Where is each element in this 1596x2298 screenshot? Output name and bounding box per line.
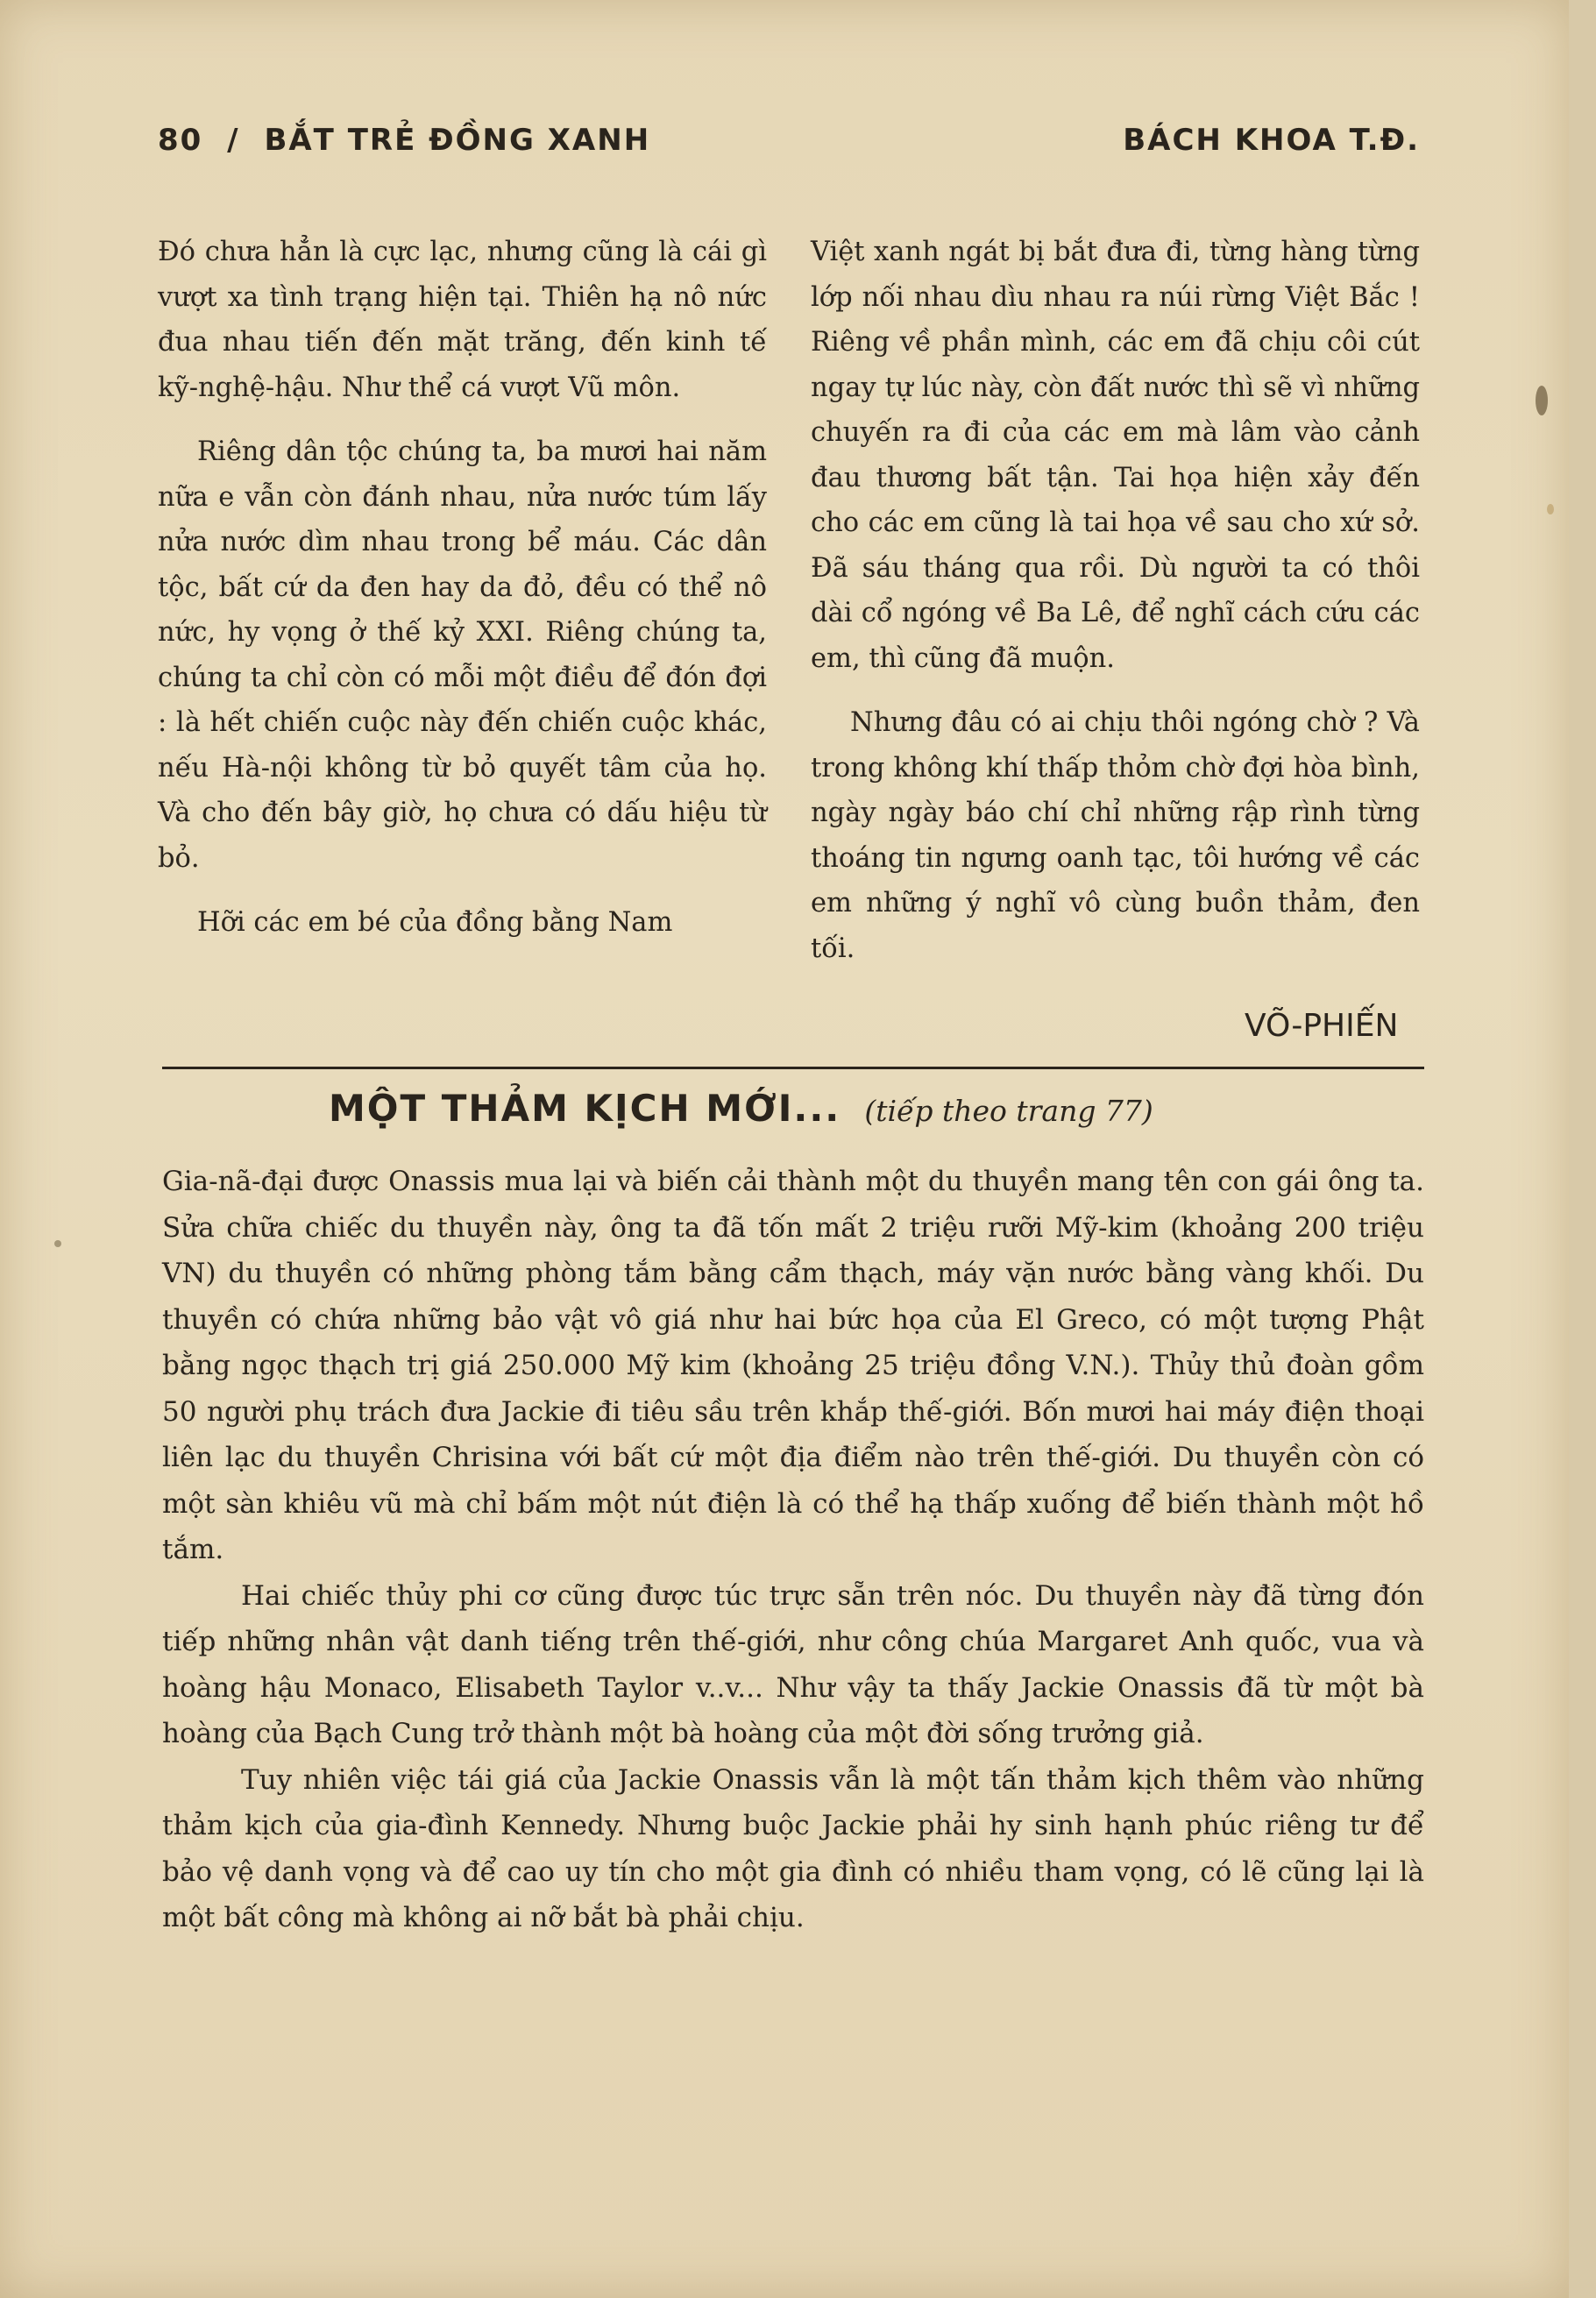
right-column (811, 230, 1420, 971)
paragraph: Gia-nã-đại được Onassis mua lại và biến cải thành một du thuyền mang tên con gái ông ta. Sửa chữa chiếc du thuyền này, ông ta đã tốn mất 2 triệu rưỡi Mỹ-kim (khoảng 200 triệu VN) du thuyền có những phòng tắm bằng cẩm thạch, máy vặn nước bằng vàng khối. Du thuyền có chứa những bảo vật vô giá như hai bức họa của El Greco, có một tượng Phật bằng ngọc thạch trị giá 250.000 Mỹ kim (khoảng 25 triệu đồng V.N.). Thủy thủ đoàn gồm 50 người phụ trách đưa Jackie đi tiêu sầu trên khắp thế-giới. Bốn mươi hai máy điện thoại liên lạc du thuyền Chrisina với bất cứ một địa điểm nào trên thế-giới. Du thuyền còn có một sàn khiêu vũ mà chỉ bấm một nút điện là có thể hạ thấp xuống để biến thành một hồ tắm. (162, 1166, 1424, 1565)
article-title (329, 1087, 1293, 1148)
left-column (158, 230, 767, 946)
paper-stain (1547, 504, 1554, 514)
paragraph: Hỡi các em bé của đồng bằng Nam (197, 907, 673, 938)
paper-stain (54, 1240, 61, 1247)
section-divider (162, 1067, 1424, 1069)
page-number: 80 (158, 123, 203, 158)
header-separator: / (227, 123, 240, 158)
continued-note: (tiếp theo trang 77) (864, 1094, 1153, 1128)
article-body (162, 1159, 1424, 1941)
author-signature: VÕ-PHIẾN (1245, 1008, 1399, 1044)
article-heading: MỘT THẢM KỊCH MỚI... (329, 1087, 841, 1130)
paper-stain (1536, 386, 1548, 415)
paragraph: Riêng dân tộc chúng ta, ba mươi hai năm nữa e vẫn còn đánh nhau, nửa nước túm lấy nửa nước dìm nhau trong bể máu. Các dân tộc, bất cứ da đen hay da đỏ, đều có thể nô nức, hy vọng ở thế kỷ XXI. Riêng chúng ta, chúng ta chỉ còn có mỗi một điều để đón đợi : là hết chiến cuộc này đến chiến cuộc khác, nếu Hà-nội không từ bỏ quyết tâm của họ. Và cho đến bây giờ, họ chưa có dấu hiệu từ bỏ. (158, 436, 767, 874)
paragraph: Nhưng đâu có ai chịu thôi ngóng chờ ? Và trong không khí thấp thỏm chờ đợi hòa bình, ngày ngày báo chí chỉ những rập rình từng thoáng tin ngưng oanh tạc, tôi hướng về các em những ý nghĩ vô cùng buồn thảm, đen tối. (811, 707, 1420, 964)
page-edge (1569, 0, 1596, 2298)
page-header (158, 123, 1420, 175)
paragraph: Tuy nhiên việc tái giá của Jackie Onassis vẫn là một tấn thảm kịch thêm vào những thảm kịch của gia-đình Kennedy. Nhưng buộc Jackie phải hy sinh hạnh phúc riêng tư để bảo vệ danh vọng và để cao uy tín cho một gia đình có nhiều tham vọng, có lẽ cũng lại là một bất công mà không ai nỡ bắt bà phải chịu. (162, 1763, 1424, 1933)
paragraph: Việt xanh ngát bị bắt đưa đi, từng hàng từng lớp nối nhau dìu nhau ra núi rừng Việt Bắc ! Riêng về phần mình, các em đã chịu côi cút ngay tự lúc này, còn đất nước thì sẽ vì những chuyến ra đi của các em mà lâm vào cảnh đau thương bất tận. Tai họa hiện xảy đến cho các em cũng là tai họa về sau cho xứ sở. Đã sáu tháng qua rồi. Dù người ta có thôi dài cổ ngóng về Ba Lê, để nghĩ cách cứu các em, thì cũng đã muộn. (811, 237, 1420, 674)
paragraph: Hai chiếc thủy phi cơ cũng được túc trực sẵn trên nóc. Du thuyền này đã từng đón tiếp những nhân vật danh tiếng trên thế-giới, như công chúa Margaret Anh quốc, vua và hoàng hậu Monaco, Elisabeth Taylor v..v... Như vậy ta thấy Jackie Onassis đã từ một bà hoàng của Bạch Cung trở thành một bà hoàng của một đời sống trưởng giả. (162, 1579, 1424, 1749)
section-title: BẮT TRẺ ĐỒNG XANH (264, 123, 651, 158)
publication-name: BÁCH KHOA T.Đ. (1123, 123, 1420, 158)
header-left (158, 123, 650, 158)
paragraph: Đó chưa hẳn là cực lạc, nhưng cũng là cái gì vượt xa tình trạng hiện tại. Thiên hạ nô nức đua nhau tiến đến mặt trăng, đến kinh tế kỹ-nghệ-hậu. Như thể cá vượt Vũ môn. (158, 237, 767, 403)
